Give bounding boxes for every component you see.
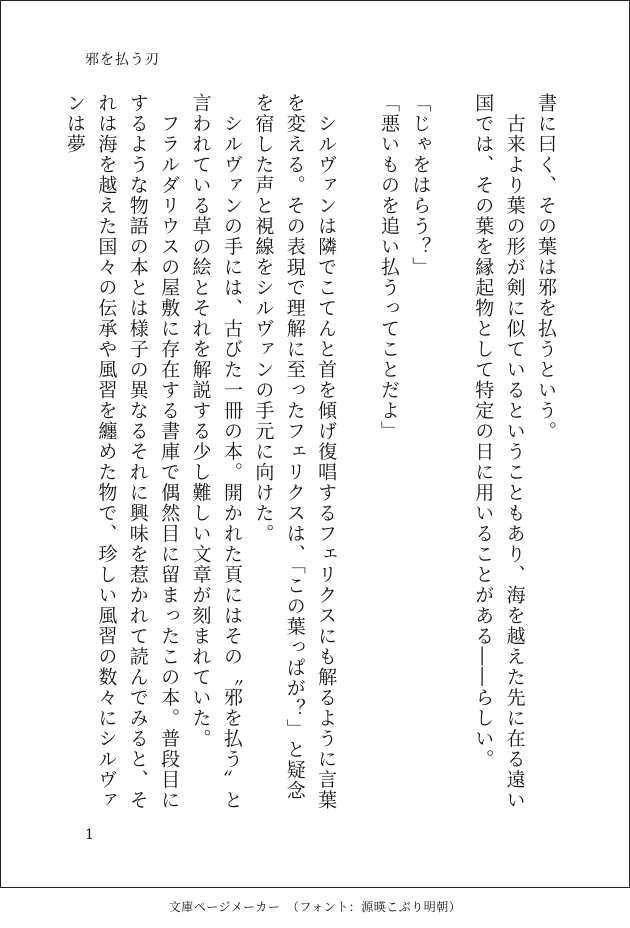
paragraph-3: シルヴァンは隣でこてんと首を傾げ復唱するフェリクスにも解るように言葉を変える。その表現で理解に至ったフェリクスは、「この葉っぱが？」と疑念を宿した声と視線をシルヴァンの手元に向けた。 [252, 93, 338, 811]
paragraph-1: 書に曰く、その葉は邪を払うという。 [535, 93, 557, 442]
footer-credit: 文庫ページメーカー （フォント：源暎こぶり明朝） [168, 900, 462, 914]
vertical-body-text [63, 93, 561, 815]
blank-line [341, 93, 372, 815]
blank-line [435, 93, 466, 815]
paragraph-2: 古来より葉の形が剣に似ているということもあり、海を越えた先に在る遠い国では、その葉を縁起物として特定の日に用いることがある――らしい。 [472, 93, 526, 811]
paragraph-5: フラルダリウスの屋敷に存在する書庫で偶然目に留まったこの本。普段目にするような物語の本とは様子の異なるそれに興味を惹かれて読んでみると、それは海を越えた国々の伝承や風習を纏めた物で、珍しい風習の数々にシルヴァンは夢 [63, 93, 181, 811]
page-number: 1 [85, 827, 94, 843]
dialogue-line-2: 「悪いものを追い払うってことだよ」 [377, 93, 400, 442]
running-title: 邪を払う刃 [85, 52, 160, 68]
dialogue-line-1: 「じゃをはらう？」 [409, 93, 432, 278]
paragraph-4: シルヴァンの手には、古びた一冊の本。開かれた頁にはその〝邪を払う〟と言われている草の絵とそれを解説する少し難しい文章が刻まれていた。 [189, 93, 243, 811]
